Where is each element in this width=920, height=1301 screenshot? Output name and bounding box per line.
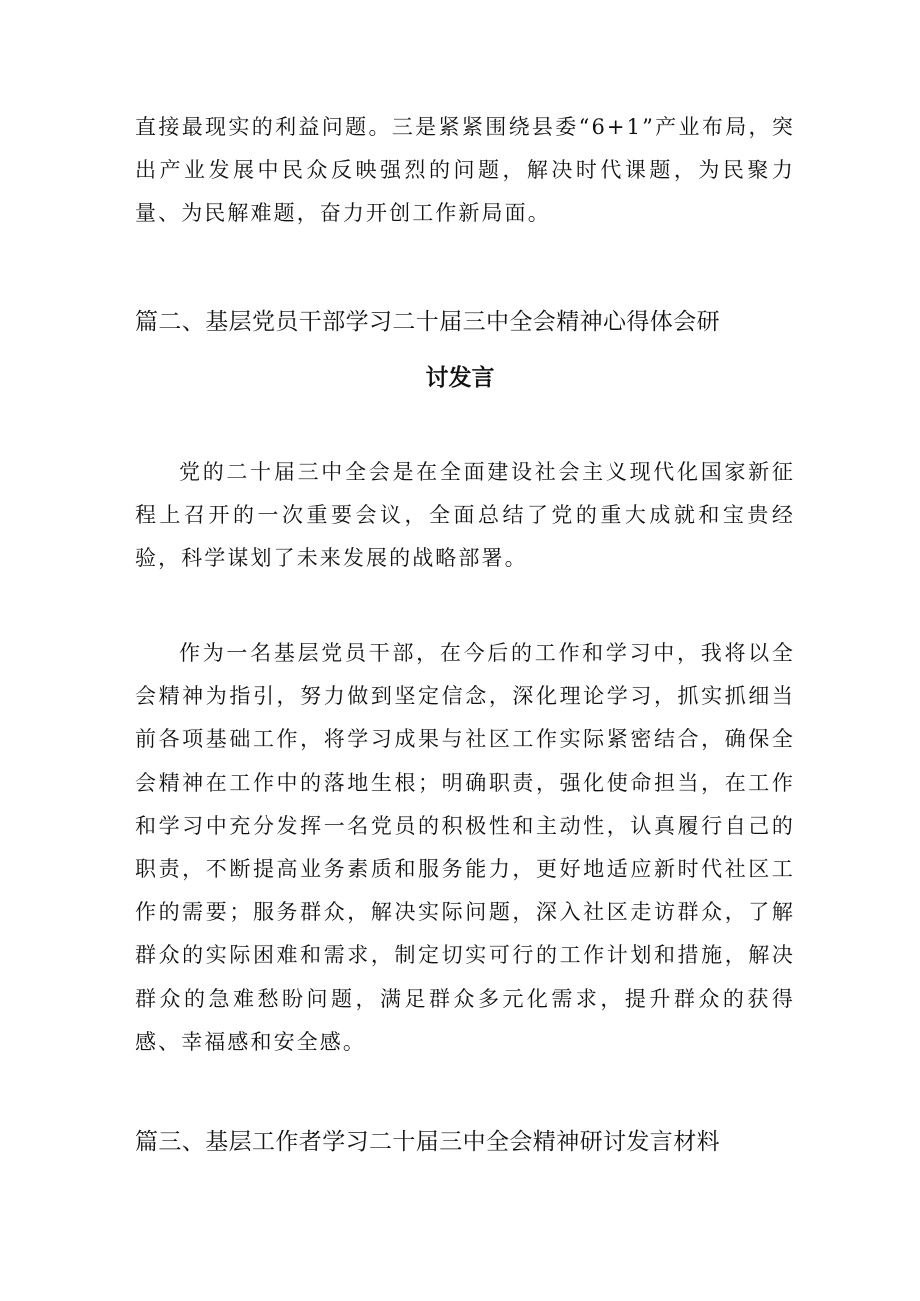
paragraph-continued: 直接最现实的利益问题。三是紧紧围绕县委“6+1”产业布局，突出产业发展中民众反映强烈的问题，解决时代课题，为民聚力量、为民解难题，奋力开创工作新局面。 bbox=[135, 115, 795, 226]
section-2-title-line-1: 篇二、基层党员干部学习二十届三中全会精神心得体会研 bbox=[135, 309, 720, 335]
section-2-paragraph-1: 党的二十届三中全会是在全面建设社会主义现代化国家新征程上召开的一次重要会议，全面总结了党的重大成就和宝贵经验，科学谋划了未来发展的战略部署。 bbox=[135, 460, 795, 571]
section-2-paragraph-2: 作为一名基层党员干部，在今后的工作和学习中，我将以全会精神为指引，努力做到坚定信念，深化理论学习，抓实抓细当前各项基础工作，将学习成果与社区工作实际紧密结合，确保全会精神在工作中的落地生根；明确职责，强化使命担当，在工作和学习中充分发挥一名党员的积极性和主动性，认真履行自己的职责，不断提高业务素质和服务能力，更好地适应新时代社区工作的需要；服务群众，解决实际问题，深入社区走访群众，了解群众的实际困难和需求，制定切实可行的工作计划和措施，解决群众的急难愁盼问题，满足群众多元化需求，提升群众的获得感、幸福感和安全感。 bbox=[135, 641, 795, 1054]
section-2-title-line-2: 讨发言 bbox=[425, 365, 495, 391]
section-3-title: 篇三、基层工作者学习二十届三中全会精神研讨发言材料 bbox=[135, 1129, 720, 1155]
